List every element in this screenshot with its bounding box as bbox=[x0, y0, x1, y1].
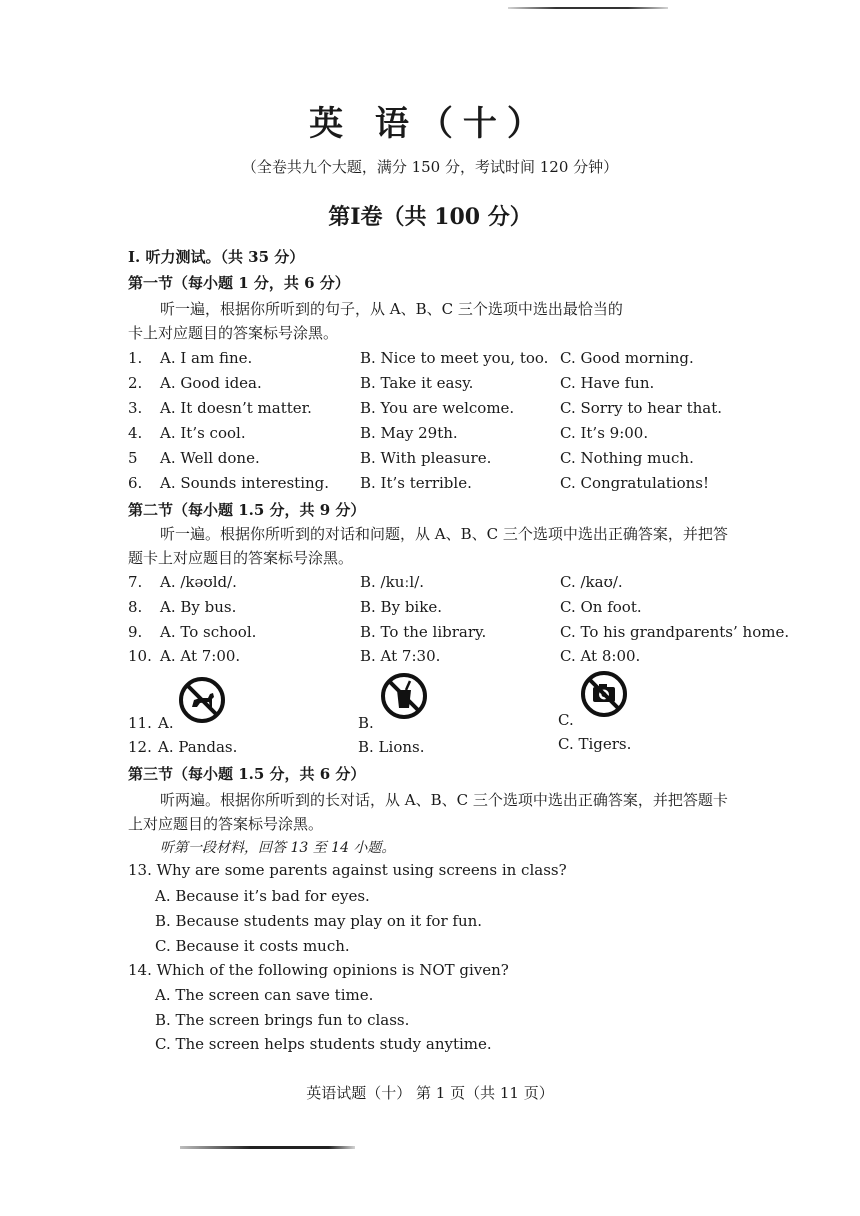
option-a: A. Well done. bbox=[160, 449, 260, 467]
option-b: B. By bike. bbox=[360, 598, 442, 616]
option-b: B. bbox=[358, 714, 374, 732]
option-b: B. You are welcome. bbox=[360, 399, 515, 417]
page-subtitle: （全卷共九个大题，满分 150 分，考试时间 120 分钟） bbox=[241, 158, 619, 176]
option-b: B. Nice to meet you, too. bbox=[360, 349, 549, 367]
option-a: A. Pandas. bbox=[158, 738, 238, 756]
option-a: A. I am fine. bbox=[160, 349, 253, 367]
option-a: A. By bus. bbox=[160, 598, 237, 616]
option-a: A. At 7:00. bbox=[160, 647, 241, 665]
option-c: C. To his grandparents’ home. bbox=[560, 623, 790, 641]
subsection-1-instruction-line2: 卡上对应题目的答案标号涂黑。 bbox=[128, 324, 339, 342]
option-c: C. /kaʊ/. bbox=[560, 573, 623, 591]
part-title: 第Ⅰ卷（共 100 分） bbox=[328, 204, 532, 230]
no-drinks-sign-icon bbox=[380, 672, 428, 720]
option-c: C. At 8:00. bbox=[560, 647, 641, 665]
subsection-1-title: 第一节（每小题 1 分，共 6 分） bbox=[128, 274, 350, 292]
section-heading: Ⅰ. 听力测试。（共 35 分） bbox=[128, 248, 305, 266]
option-c: C. Sorry to hear that. bbox=[560, 399, 723, 417]
question-number: 12. bbox=[128, 738, 152, 756]
option-c: C. Good morning. bbox=[560, 349, 694, 367]
subsection-3-title: 第三节（每小题 1.5 分，共 6 分） bbox=[128, 765, 366, 783]
option-b: B. May 29th. bbox=[360, 424, 458, 442]
option-b: B. Take it easy. bbox=[360, 374, 474, 392]
subsection-3-instruction-line2: 上对应题目的答案标号涂黑。 bbox=[128, 815, 324, 833]
option-b: B. At 7:30. bbox=[360, 647, 441, 665]
option-c: C. Because it costs much. bbox=[155, 937, 350, 955]
subsection-3-instruction-line1: 听两遍。根据你所听到的长对话，从 A、B、C 三个选项中选出正确答案，并把答题卡 bbox=[160, 791, 728, 809]
no-photos-sign-icon bbox=[580, 670, 628, 718]
option-b: B. It’s terrible. bbox=[360, 474, 472, 492]
option-b: B. /kuːl/. bbox=[360, 573, 425, 591]
question-number: 5 bbox=[128, 449, 138, 467]
option-a: A. It’s cool. bbox=[160, 424, 246, 442]
subsection-2-title: 第二节（每小题 1.5 分，共 9 分） bbox=[128, 501, 366, 519]
option-c: C. The screen helps students study anytime. bbox=[155, 1035, 492, 1053]
option-a: A. /kəʊld/. bbox=[160, 573, 237, 591]
question-number: 7. bbox=[128, 573, 143, 591]
option-b: B. With pleasure. bbox=[360, 449, 492, 467]
subsection-2-instruction-line2: 题卡上对应题目的答案标号涂黑。 bbox=[128, 549, 354, 567]
question-number: 9. bbox=[128, 623, 143, 641]
option-a: A. It doesn’t matter. bbox=[160, 399, 312, 417]
material-note: 听第一段材料，回答 13 至 14 小题。 bbox=[160, 840, 396, 856]
option-b: B. Because students may play on it for fun. bbox=[155, 912, 483, 930]
option-c: C. It’s 9:00. bbox=[560, 424, 649, 442]
option-a: A. Sounds interesting. bbox=[160, 474, 330, 492]
option-c: C. Congratulations! bbox=[560, 474, 710, 492]
option-c: C. Tigers. bbox=[558, 735, 632, 753]
question-number: 4. bbox=[128, 424, 143, 442]
option-c: C. Have fun. bbox=[560, 374, 655, 392]
question-number: 1. bbox=[128, 349, 143, 367]
question-number: 2. bbox=[128, 374, 143, 392]
option-b: B. Lions. bbox=[358, 738, 425, 756]
option-c: C. Nothing much. bbox=[560, 449, 694, 467]
option-b: B. The screen brings fun to class. bbox=[155, 1011, 410, 1029]
page-title: 英 语（十） bbox=[309, 104, 551, 144]
scan-artifact-bottom bbox=[180, 1146, 355, 1149]
question-stem: 14. Which of the following opinions is NOT given? bbox=[128, 961, 509, 979]
option-a: A. Because it’s bad for eyes. bbox=[155, 887, 370, 905]
no-dogs-sign-icon bbox=[178, 676, 226, 724]
option-b: B. To the library. bbox=[360, 623, 487, 641]
subsection-1-instruction-line1: 听一遍，根据你所听到的句子，从 A、B、C 三个选项中选出最恰当的 bbox=[160, 300, 623, 318]
question-number: 11. bbox=[128, 714, 152, 732]
scan-artifact-top bbox=[508, 7, 668, 9]
option-a: A. To school. bbox=[160, 623, 257, 641]
option-a: A. Good idea. bbox=[160, 374, 262, 392]
option-a: A. The screen can save time. bbox=[155, 986, 374, 1004]
subsection-2-instruction-line1: 听一遍。根据你所听到的对话和问题，从 A、B、C 三个选项中选出正确答案，并把答 bbox=[160, 525, 728, 543]
question-number: 6. bbox=[128, 474, 143, 492]
question-number: 3. bbox=[128, 399, 143, 417]
question-stem: 13. Why are some parents against using screens in class? bbox=[128, 861, 567, 879]
page-footer: 英语试题（十） 第 1 页（共 11 页） bbox=[306, 1084, 554, 1102]
option-c: C. On foot. bbox=[560, 598, 642, 616]
option-c: C. bbox=[558, 711, 574, 729]
question-number: 10. bbox=[128, 647, 152, 665]
question-number: 8. bbox=[128, 598, 143, 616]
option-a: A. bbox=[158, 714, 174, 732]
